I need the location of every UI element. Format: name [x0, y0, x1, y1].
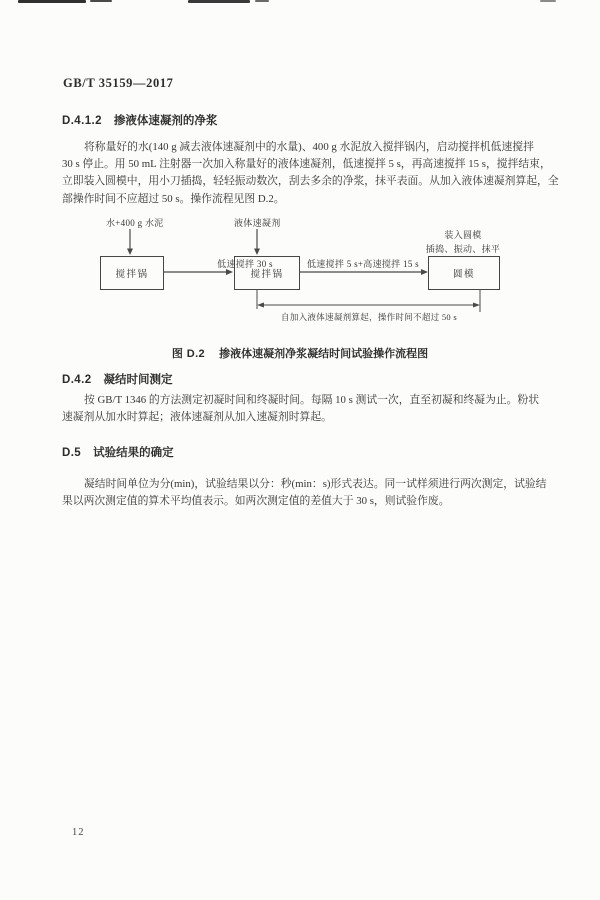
arrowhead-right-icon — [473, 303, 480, 308]
flow-input-accelerator-label: 液体速凝剂 — [234, 218, 281, 228]
flow-input-water-label: 水+400 g 水泥 — [106, 218, 164, 228]
section-number: D.4.1.2 — [62, 115, 102, 127]
paragraph-line: 30 s 停止。用 50 mL 注射器一次加入称量好的液体速凝剂，低速搅拌 5 s，再高速搅拌 15 s，搅拌结束， — [62, 158, 551, 171]
flowchart-connectors — [0, 210, 600, 345]
flow-arrow2-label: 低速搅拌 5 s+高速搅拌 15 s — [307, 259, 419, 269]
standard-code-header: GB/T 35159—2017 — [63, 76, 174, 90]
scan-edge-mark — [90, 0, 112, 2]
page-number: 12 — [72, 827, 85, 838]
section-title: 试验结果的确定 — [93, 447, 174, 459]
paragraph-line: 速凝剂从加水时算起；液体速凝剂从加入速凝剂时算起。 — [62, 411, 332, 424]
paragraph-line: 凝结时间单位为分(min)，试验结果以分：秒(min：s)形式表达。同一试样须进行两次测定，试验结 — [84, 478, 547, 490]
flow-box-mixer1: 搅拌锅 — [100, 256, 164, 290]
flow-mold-note-2: 插捣、振动、抹平 — [425, 244, 501, 254]
paragraph-d42 — [62, 392, 542, 426]
figure-caption — [0, 345, 600, 361]
section-title: 掺液体速凝剂的净浆 — [113, 115, 218, 127]
flow-box-mold: 圆模 — [428, 256, 500, 290]
arrowhead-down-icon — [254, 249, 260, 256]
paragraph-line: 部操作时间不应超过 50 s。操作流程见图 D.2。 — [62, 192, 285, 205]
arrowhead-left-icon — [257, 303, 264, 308]
flowchart-figure-d2 — [0, 210, 600, 345]
scan-edge-mark — [540, 0, 556, 2]
paragraph-d412 — [62, 139, 559, 208]
paragraph-line: 立即装入圆模中，用小刀插捣，轻轻振动数次，刮去多余的净浆，抹平表面。从加入液体速凝剂算起，全 — [62, 175, 559, 188]
paragraph-line: 果以两次测定值的算术平均值表示。如两次测定值的差值大于 30 s，则试验作废。 — [62, 495, 450, 508]
section-number: D.4.2 — [62, 374, 92, 386]
paragraph-d5 — [62, 476, 547, 510]
scan-edge-mark — [18, 0, 86, 3]
paragraph-line: 按 GB/T 1346 的方法测定初凝时间和终凝时间。每隔 10 s 测试一次，直至初凝和终凝为止。粉状 — [84, 394, 540, 406]
scan-edge-mark — [188, 0, 250, 3]
scan-edge-mark — [255, 0, 269, 2]
section-title: 凝结时间测定 — [103, 374, 173, 386]
flow-duration-note: 自加入液体速凝剂算起，操作时间不超过 50 s — [281, 312, 457, 322]
flow-mold-note-1: 装入圆模 — [444, 230, 482, 240]
section-heading-d42 — [62, 371, 173, 387]
flow-arrow1-label: 低速搅拌 30 s — [217, 259, 273, 269]
section-heading-d412 — [62, 112, 217, 128]
figure-title: 掺液体速凝剂净浆凝结时间试验操作流程图 — [219, 348, 429, 360]
figure-number: 图 D.2 — [171, 348, 206, 360]
section-number: D.5 — [62, 447, 82, 459]
arrowhead-down-icon — [127, 249, 133, 256]
paragraph-line: 将称量好的水(140 g 减去液体速凝剂中的水量)、400 g 水泥放入搅拌锅内，启动搅拌机低速搅拌 — [84, 141, 534, 153]
section-heading-d5 — [62, 444, 174, 460]
flow-box-mixer2: 搅拌锅 — [234, 256, 300, 290]
